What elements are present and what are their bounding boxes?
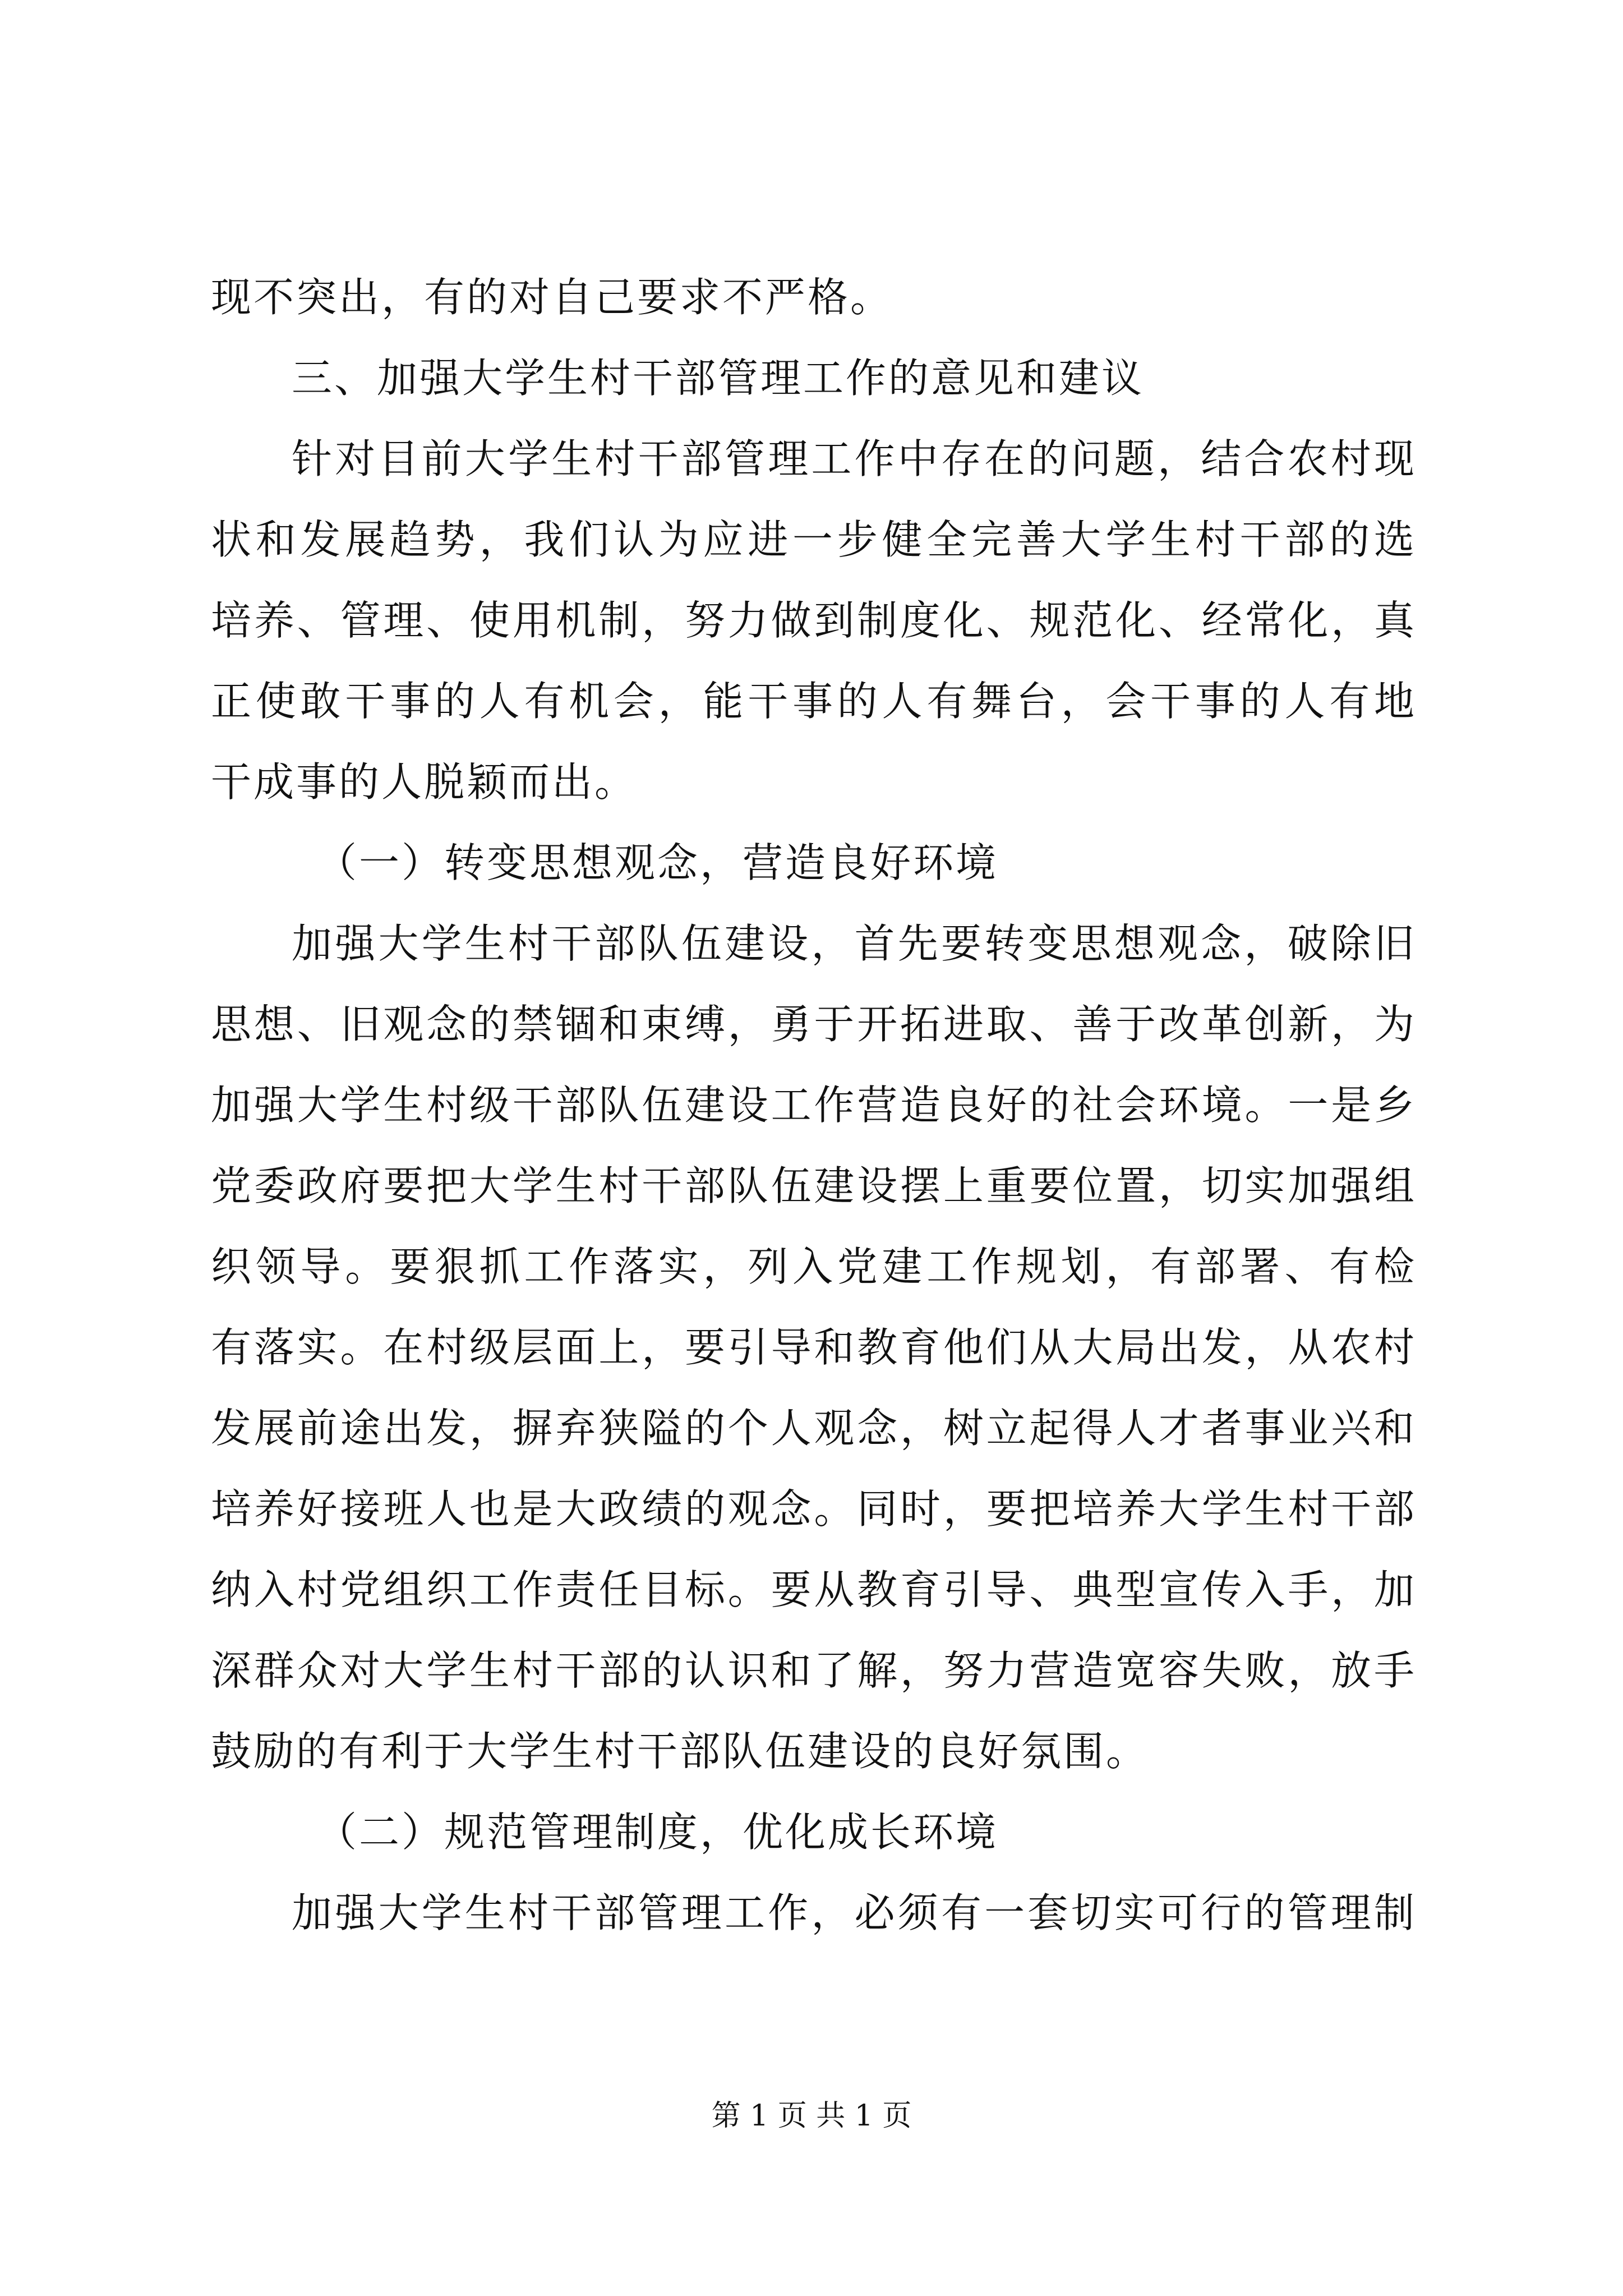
document-body (211, 257, 1417, 1953)
paragraph-line: 针对目前大学生村干部管理工作中存在的问题，结合农村现 (292, 435, 1417, 482)
section-heading: 三、加强大学生村干部管理工作的意见和建议 (292, 355, 1145, 402)
paragraph-line: 培养好接班人也是大政绩的观念。同时，要把培养大学生村干部 (211, 1485, 1417, 1533)
page-footer: 第 1 页 共 1 页 (711, 2099, 912, 2133)
subsection-heading: （一）转变思想观念，营造良好环境 (316, 839, 999, 886)
paragraph-line: 加强大学生村干部队伍建设，首先要转变思想观念，破除旧 (292, 920, 1417, 967)
paragraph-line: 党委政府要把大学生村干部队伍建设摆上重要位置，切实加强组 (211, 1162, 1417, 1209)
paragraph-line: 发展前途出发，摒弃狭隘的个人观念，树立起得人才者事业兴和 (211, 1405, 1417, 1452)
paragraph-continuation-line: 现不突出，有的对自己要求不严格。 (211, 274, 893, 321)
paragraph-line: 有落实。在村级层面上，要引导和教育他们从大局出发，从农村 (211, 1324, 1417, 1371)
subsection-heading: （二）规范管理制度，优化成长环境 (316, 1809, 999, 1856)
paragraph-line: 加强大学生村干部管理工作，必须有一套切实可行的管理制 (292, 1889, 1417, 1936)
paragraph-line: 织领导。要狠抓工作落实，列入党建工作规划，有部署、有检 (211, 1243, 1417, 1290)
paragraph-line: 鼓励的有利于大学生村干部队伍建设的良好氛围。 (211, 1728, 1149, 1775)
paragraph-line: 思想、旧观念的禁锢和束缚，勇于开拓进取、善于改革创新，为 (211, 1001, 1417, 1048)
paragraph-line: 正使敢干事的人有机会，能干事的人有舞台，会干事的人有地 (211, 678, 1417, 725)
paragraph-line: 深群众对大学生村干部的认识和了解，努力营造宽容失败，放手 (211, 1647, 1417, 1694)
paragraph-line: 纳入村党组织工作责任目标。要从教育引导、典型宣传入手，加 (211, 1566, 1417, 1613)
paragraph-line: 培养、管理、使用机制，努力做到制度化、规范化、经常化，真 (211, 597, 1417, 644)
paragraph-line: 状和发展趋势，我们认为应进一步健全完善大学生村干部的选 (211, 516, 1417, 563)
paragraph-line: 加强大学生村级干部队伍建设工作营造良好的社会环境。一是乡 (211, 1082, 1417, 1129)
paragraph-line: 干成事的人脱颖而出。 (211, 758, 638, 806)
